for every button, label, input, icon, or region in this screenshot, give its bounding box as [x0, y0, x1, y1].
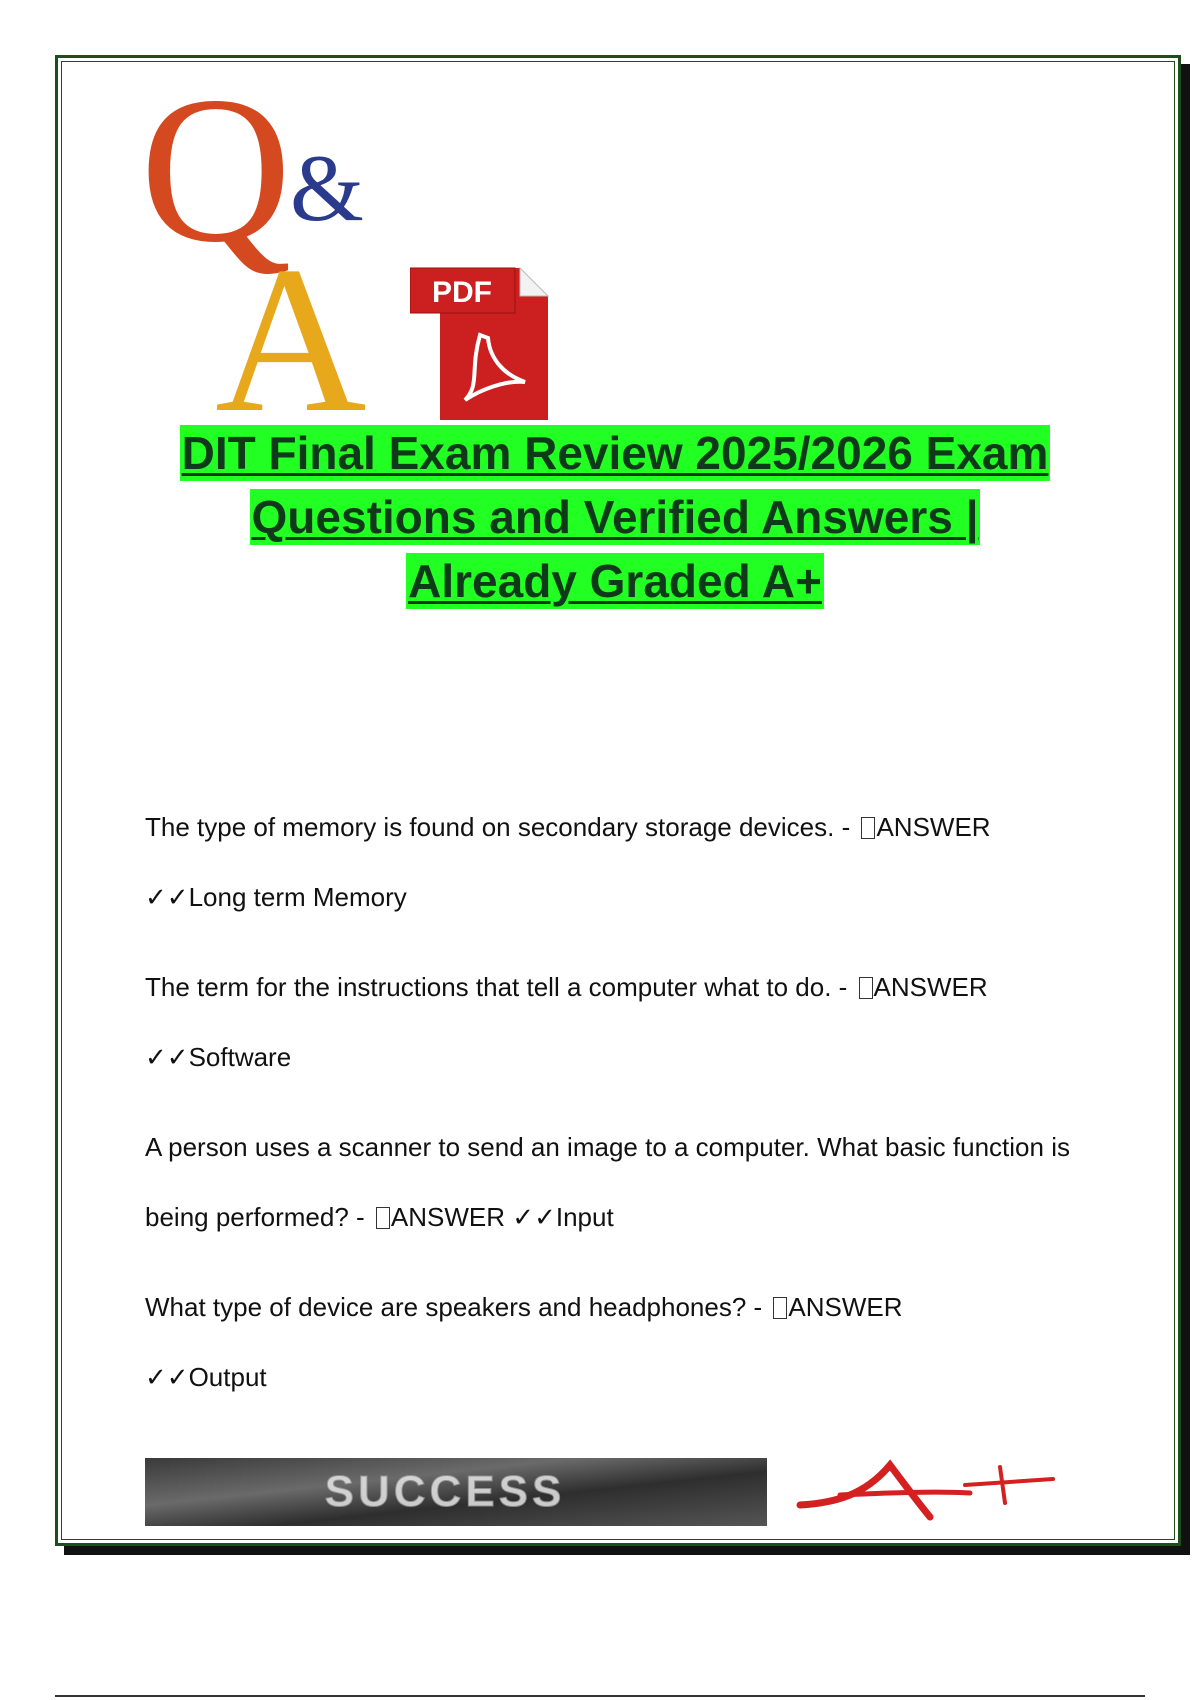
- answer-separator: -: [834, 812, 858, 842]
- qa-item: [145, 1112, 1085, 1252]
- question-text: The type of memory is found on secondary storage devices.: [145, 812, 835, 842]
- success-banner-image: [145, 1458, 767, 1526]
- missing-glyph-box: [376, 1207, 390, 1229]
- pdf-file-icon: [410, 260, 555, 425]
- answer-text: ✓✓Output: [145, 1362, 267, 1392]
- success-text: SUCCESS: [324, 1467, 566, 1516]
- logo-a-letter: A: [215, 224, 367, 420]
- qa-item: [145, 952, 1085, 1092]
- logo-ampersand: &: [290, 135, 364, 241]
- question-text: A person uses a scanner to send an image to a computer. What basic function is being performed?: [145, 1132, 1070, 1232]
- qa-item: [145, 1272, 1085, 1412]
- title-line-2: Questions and Verified Answers |: [251, 491, 979, 543]
- qa-item: [145, 792, 1085, 932]
- answer-separator: -: [831, 972, 855, 1002]
- answer-label: ANSWER: [788, 1292, 903, 1322]
- answer-label: ANSWER: [873, 972, 988, 1002]
- answer-label: ANSWER: [876, 812, 991, 842]
- answer-text: ✓✓Long term Memory: [145, 882, 407, 912]
- logo-q-letter: Q: [140, 70, 292, 286]
- qa-list: [145, 792, 1085, 1432]
- document-title: [120, 425, 1110, 617]
- answer-text: ✓✓Input: [512, 1202, 614, 1232]
- title-line-3: Already Graded A+: [408, 555, 822, 607]
- a-plus-grade-icon: [795, 1455, 1060, 1530]
- question-text: What type of device are speakers and headphones?: [145, 1292, 747, 1322]
- answer-separator: -: [348, 1202, 372, 1232]
- answer-label: ANSWER: [390, 1202, 506, 1232]
- pdf-label: PDF: [432, 276, 492, 309]
- missing-glyph-box: [861, 817, 875, 839]
- qa-logo: [140, 70, 420, 420]
- answer-separator: -: [746, 1292, 770, 1322]
- missing-glyph-box: [859, 977, 873, 999]
- missing-glyph-box: [773, 1297, 787, 1319]
- answer-text: ✓✓Software: [145, 1042, 292, 1072]
- title-line-1: DIT Final Exam Review 2025/2026 Exam: [181, 427, 1049, 479]
- footer-divider: [55, 1695, 1145, 1697]
- question-text: The term for the instructions that tell a computer what to do.: [145, 972, 832, 1002]
